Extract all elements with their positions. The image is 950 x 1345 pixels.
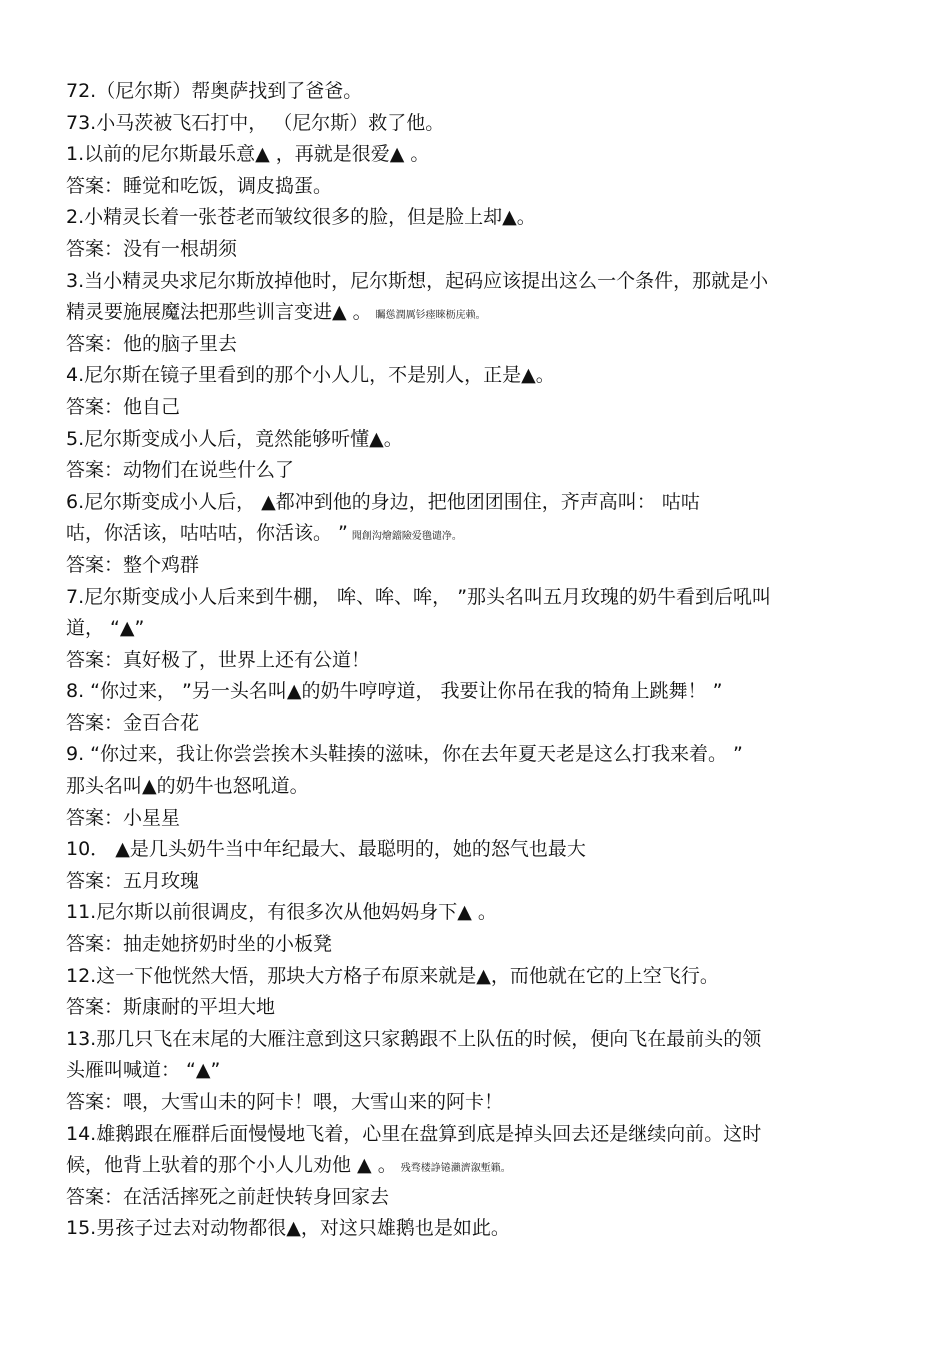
line-text: 答案：金百合花 [66, 711, 200, 734]
text-line [66, 76, 890, 108]
text-line [66, 424, 890, 456]
text-line [66, 518, 890, 550]
text-line [66, 929, 890, 961]
text-line [66, 771, 890, 803]
text-line [66, 1182, 890, 1214]
line-text: 答案：五月玫瑰 [66, 869, 200, 892]
text-line [66, 329, 890, 361]
line-text: 答案：抽走她挤奶时坐的小板凳 [66, 933, 333, 956]
text-line [66, 266, 890, 298]
line-text: 9. “你过来，我让你尝尝挨木头鞋揍的滋味，你在去年夏天老是这么打我来着。 ” [66, 743, 743, 766]
line-text: 4.尼尔斯在镜子里看到的那个小人儿，不是别人，正是▲。 [66, 364, 555, 387]
text-line [66, 1119, 890, 1151]
text-line [66, 1150, 890, 1182]
text-line [66, 834, 890, 866]
text-line [66, 550, 890, 582]
text-line [66, 645, 890, 677]
small-note-text: 聞創沟燴鐺險爱氇谴净。 [351, 531, 462, 543]
text-body [66, 76, 890, 1245]
text-line [66, 1087, 890, 1119]
line-text: 73.小马茨被飞石打中， （尼尔斯）救了他。 [66, 111, 445, 134]
line-text: 道， “▲” [66, 617, 145, 640]
line-text: 14.雄鹅跟在雁群后面慢慢地飞着，心里在盘算到底是掉头回去还是继续向前。这时 [66, 1122, 762, 1145]
line-text: 7.尼尔斯变成小人后来到牛棚， 哞、哞、哞， ”那头名叫五月玫瑰的奶牛看到后吼叫 [66, 585, 772, 608]
text-line [66, 1024, 890, 1056]
line-text: 72.（尼尔斯）帮奥萨找到了爸爸。 [66, 80, 363, 102]
line-text: 8. “你过来， ”另一头名叫▲的奶牛哼哼道， 我要让你吊在我的犄角上跳舞！ ” [66, 680, 723, 703]
line-text: 6.尼尔斯变成小人后， ▲都冲到他的身边，把他团团围住，齐声高叫： 咕咕 [66, 490, 700, 513]
line-text: 答案：整个鸡群 [66, 553, 200, 576]
text-line [66, 234, 890, 266]
line-text: 答案：喂，大雪山未的阿卡！喂，大雪山来的阿卡！ [66, 1091, 504, 1113]
text-line [66, 582, 890, 614]
text-line [66, 139, 890, 171]
line-text: 候，他背上驮着的那个小人儿劝他 ▲ 。 [66, 1154, 397, 1177]
text-line [66, 992, 890, 1024]
small-note-text: 残骛楼諍锩瀨濟溆塹籟。 [400, 1163, 511, 1175]
line-text: 12.这一下他恍然大悟，那块大方格子布原来就是▲，而他就在它的上空飞行。 [66, 964, 719, 987]
small-note-text: 矚慫潤厲钐瘗睞枥庑赖。 [375, 310, 486, 322]
line-text: 15.男孩子过去对动物都很▲，对这只雄鹅也是如此。 [66, 1217, 510, 1240]
text-line [66, 676, 890, 708]
line-text: 3.当小精灵央求尼尔斯放掉他时，尼尔斯想，起码应该提出这么一个条件，那就是小 [66, 269, 769, 292]
line-text: 13.那几只飞在末尾的大雁注意到这只家鹅跟不上队伍的时候，便向飞在最前头的领 [66, 1027, 762, 1050]
text-line [66, 487, 890, 519]
text-line [66, 297, 890, 329]
line-text: 答案：睡觉和吃饭，调皮捣蛋。 [66, 174, 333, 197]
line-text: 1.以前的尼尔斯最乐意▲ ，再就是很爱▲ 。 [66, 143, 430, 166]
line-text: 答案：在活活摔死之前赶快转身回家去 [66, 1185, 390, 1208]
text-line [66, 455, 890, 487]
line-text: 答案：没有一根胡须 [66, 237, 238, 260]
text-line [66, 739, 890, 771]
line-text: 答案：斯康耐的平坦大地 [66, 996, 276, 1019]
line-text: 答案：真好极了，世界上还有公道！ [66, 648, 371, 671]
line-text: 那头名叫▲的奶牛也怒吼道。 [66, 775, 309, 798]
line-text: 答案：动物们在说些什么了 [66, 459, 295, 482]
line-text: 咕，你活该，咕咕咕，你活该。 ” [66, 522, 348, 545]
line-text: 答案：他的脑子里去 [66, 332, 238, 355]
text-line [66, 961, 890, 993]
text-line [66, 360, 890, 392]
line-text: 精灵要施展魔法把那些训言变进▲ 。 [66, 301, 372, 324]
text-line [66, 171, 890, 203]
text-line [66, 613, 890, 645]
text-line [66, 1055, 890, 1087]
line-text: 头雁叫喊道： “▲” [66, 1059, 221, 1082]
text-line [66, 392, 890, 424]
line-text: 5.尼尔斯变成小人后，竟然能够听懂▲。 [66, 427, 403, 450]
line-text: 答案：小星星 [66, 806, 181, 829]
text-line [66, 803, 890, 835]
text-line [66, 897, 890, 929]
text-line [66, 108, 890, 140]
line-text: 答案：他自己 [66, 395, 181, 418]
line-text: 2.小精灵长着一张苍老而皱纹很多的脸，但是脸上却▲。 [66, 206, 536, 229]
text-line [66, 708, 890, 740]
text-line [66, 1213, 890, 1245]
line-text: 10． ▲是几头奶牛当中年纪最大、最聪明的，她的怒气也最大 [66, 838, 586, 861]
text-line [66, 866, 890, 898]
text-line [66, 202, 890, 234]
line-text: 11.尼尔斯以前很调皮，有很多次从他妈妈身下▲ 。 [66, 901, 497, 924]
